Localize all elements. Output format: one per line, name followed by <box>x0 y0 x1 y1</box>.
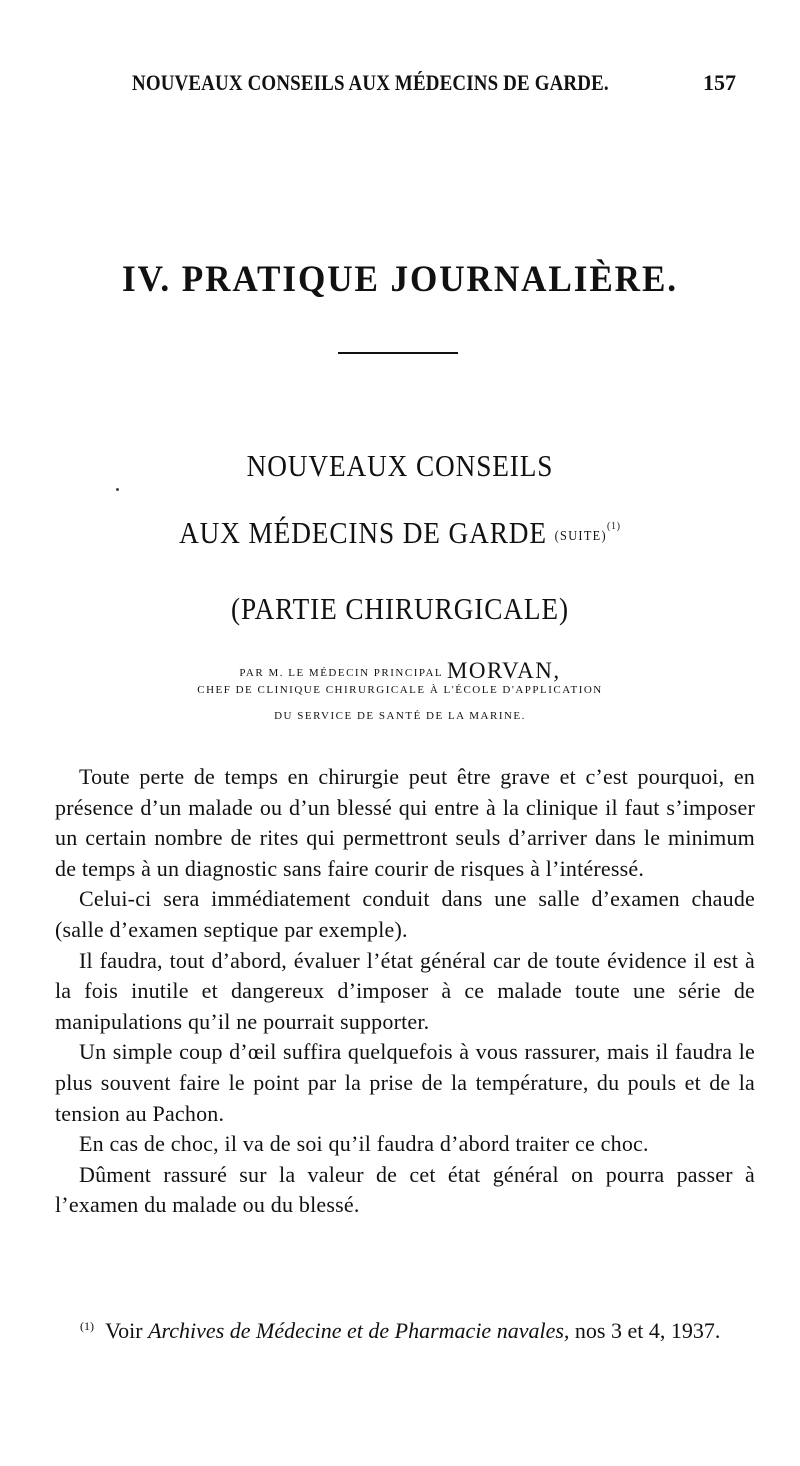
paragraph: Toute perte de temps en chirurgie peut être grave et c’est pourquoi, en présence d’un malade ou d’un blessé qui entre à la clinique il faut s’imposer un certain nombre de rites qui permettront seuls d’arriver dans le minimum de temps à un diagnostic sans faire courir de risques à l’intéressé. <box>55 764 755 881</box>
paragraph: Un simple coup d’œil suffira quelquefois à vous rassurer, mais il faudra le plus souvent faire le point par la prise de la température, du pouls et de la tension au Pachon. <box>55 1039 755 1126</box>
footnote <box>80 1318 760 1344</box>
running-head-title: NOUVEAUX CONSEILS AUX MÉDECINS DE GARDE. <box>132 70 609 95</box>
byline-affiliation-line-1: CHEF DE CLINIQUE CHIRURGICALE À L'ÉCOLE D'APPLICATION <box>197 684 603 696</box>
page-number: 157 <box>703 70 736 95</box>
title-rule-divider <box>338 352 458 354</box>
footnote-reference: nos 3 et 4, 1937. <box>574 1318 721 1343</box>
footnote-ref-marker[interactable]: (1) <box>606 520 621 532</box>
article-title-line-2-text: AUX MÉDECINS DE GARDE <box>179 515 547 550</box>
paragraph: Dûment rassuré sur la valeur de cet état général on pourra passer à l’examen du malade ou du blessé. <box>55 1161 755 1218</box>
footnote-journal: Archives de Médecine et de Pharmacie navales, <box>148 1318 570 1343</box>
footnote-marker: (1) <box>80 1319 94 1333</box>
paragraph: En cas de choc, il va de soi qu’il faudra d’abord traiter ce choc. <box>79 1131 649 1157</box>
running-head <box>132 70 736 100</box>
footnote-prefix: Voir <box>105 1318 143 1343</box>
body-text <box>55 762 755 1221</box>
author-name: MORVAN, <box>446 658 561 683</box>
section-title: IV. PRATIQUE JOURNALIÈRE. <box>122 259 678 300</box>
print-speck <box>116 488 119 491</box>
paragraph: Il faudra, tout d’abord, évaluer l’état général car de toute évidence il est à la fois inutile et dangereux d’imposer à ce malade toute une série de manipulations qu’il ne pourrait supporter. <box>55 947 755 1034</box>
article-title-line-2 <box>48 515 752 551</box>
article-title-line-1: NOUVEAUX CONSEILS <box>246 448 554 483</box>
byline-affiliation-line-2: DU SERVICE DE SANTÉ DE LA MARINE. <box>274 710 526 722</box>
suite-label: (SUITE) <box>554 529 607 544</box>
byline-prefix: PAR M. LE MÉDECIN PRINCIPAL <box>239 667 443 679</box>
article-subtitle: (PARTIE CHIRURGICALE) <box>231 591 569 626</box>
paragraph: Celui-ci sera immédiatement conduit dans une salle d’examen chaude (salle d’examen septique par exemple). <box>55 886 755 942</box>
byline-author-line <box>0 658 800 684</box>
